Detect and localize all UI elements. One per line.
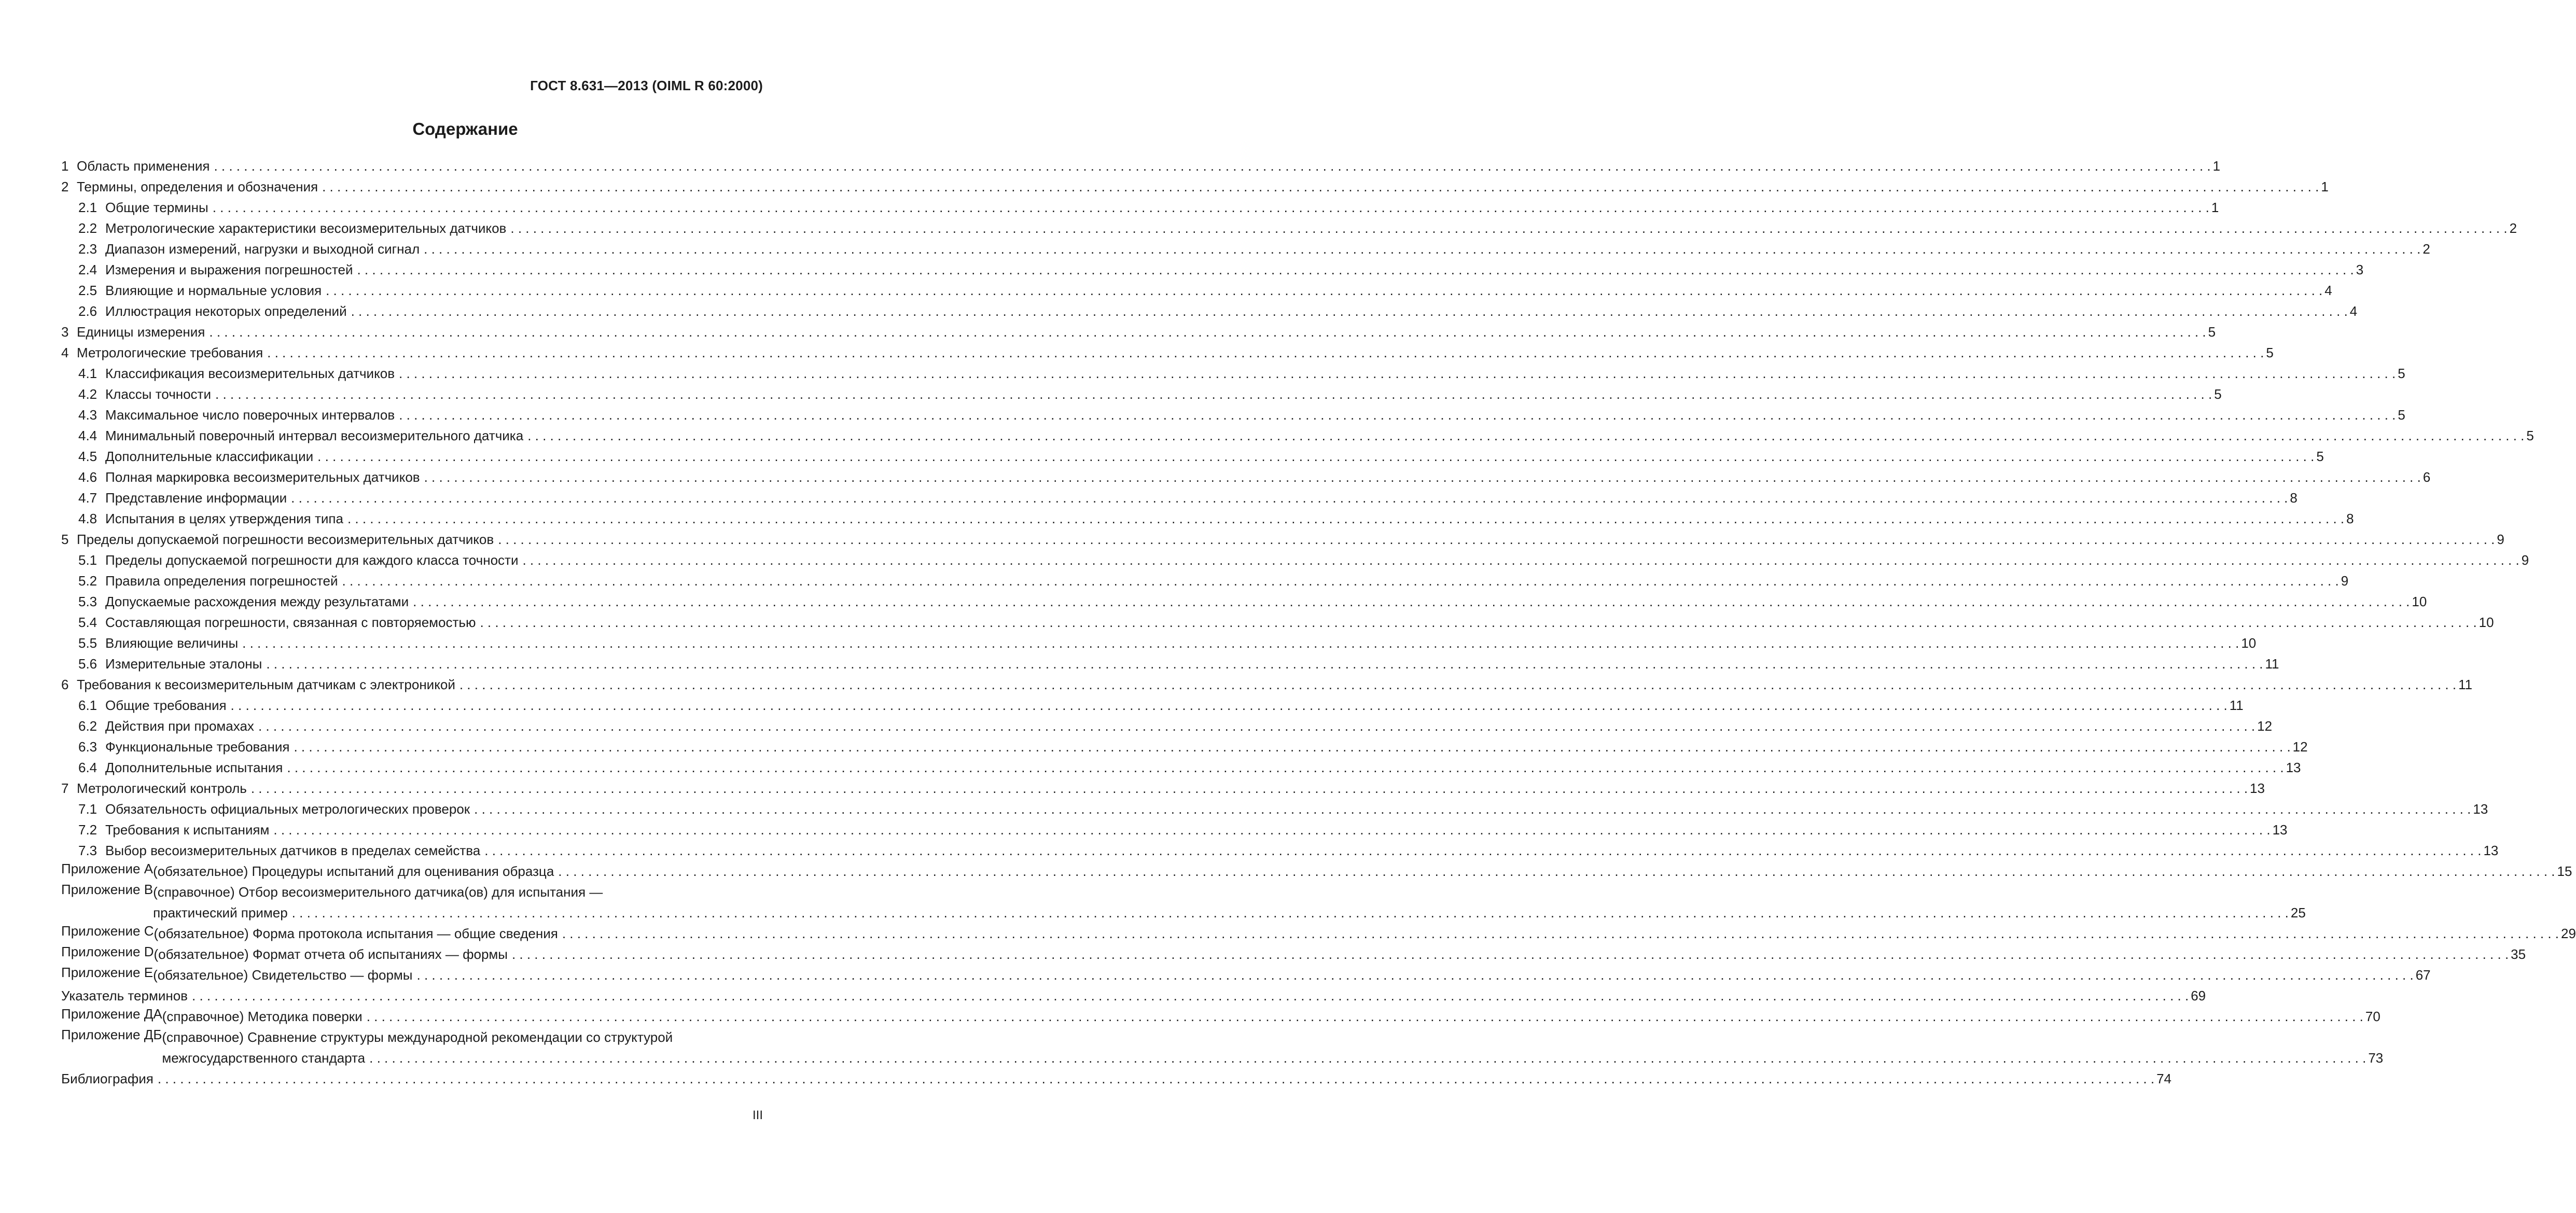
annex-line: [154, 923, 2576, 944]
toc-annex-entry[interactable]: [61, 965, 2431, 985]
toc-annex-entry[interactable]: [61, 882, 2306, 923]
toc-entry-page: 6: [2422, 469, 2431, 485]
toc-entry-page: 10: [2412, 594, 2427, 609]
toc-entry-title: Единицы измерения: [77, 324, 205, 340]
toc-entry-number: 5.2: [78, 573, 98, 589]
toc-entry-title: Минимальный поверочный интервал весоизмерительного датчика: [105, 428, 524, 443]
toc-entry-page: 1: [2321, 179, 2329, 194]
toc-entry[interactable]: [61, 363, 2405, 384]
toc-entry-number: 4.8: [78, 511, 98, 526]
toc-entry-page: 5: [2208, 324, 2216, 340]
toc-dot-leader: [424, 467, 2421, 487]
annex-title: (обязательное) Свидетельство — формы: [153, 967, 413, 983]
toc-entry-page: 69: [2191, 988, 2206, 1003]
toc-entry-number: 2: [61, 179, 69, 194]
annex-line: [153, 882, 2306, 902]
toc-entry[interactable]: [61, 508, 2354, 529]
toc-entry[interactable]: [61, 446, 2324, 467]
toc-entry-page: 11: [2458, 677, 2473, 692]
toc-entry[interactable]: [61, 384, 2222, 405]
toc-dot-leader: [342, 570, 2339, 591]
toc-entry-page: 8: [2290, 490, 2297, 506]
annex-line: [162, 1048, 2383, 1068]
toc-entry[interactable]: [61, 570, 2349, 591]
toc-entry-page: 13: [2483, 843, 2499, 858]
toc-entry-title: Влияющие и нормальные условия: [105, 283, 322, 298]
annex-line: [162, 1027, 2383, 1048]
toc-entry-page: 2: [2509, 220, 2517, 236]
toc-entry-title: Представление информации: [105, 490, 287, 506]
toc-entry-page: 9: [2341, 573, 2349, 589]
toc-dot-leader: [562, 923, 2559, 944]
toc-entry-page: 11: [2265, 656, 2279, 672]
toc-entry-title: Метрологический контроль: [77, 780, 247, 796]
toc-entry-page: 74: [2156, 1071, 2171, 1086]
toc-entry-page: 29: [2561, 926, 2576, 941]
toc-entry[interactable]: [61, 799, 2488, 819]
toc-dot-leader: [417, 965, 2414, 985]
toc-entry-page: 4: [2349, 303, 2358, 319]
toc-entry-page: 2: [2422, 241, 2430, 257]
toc-entry-title: Функциональные требования: [105, 739, 290, 755]
toc-entry-number: 2.2: [78, 220, 98, 236]
toc-entry-number: 5.4: [78, 615, 98, 630]
toc-entry-page: 13: [2250, 780, 2265, 796]
toc-entry-number: 2.6: [78, 303, 98, 319]
annex-title: (справочное) Методика поверки: [162, 1009, 363, 1024]
toc-entry-number: 5.6: [78, 656, 98, 672]
toc-annex-entry[interactable]: [61, 1027, 2384, 1068]
toc-entry[interactable]: [61, 529, 2504, 550]
toc-entry[interactable]: [61, 674, 2473, 695]
toc-dot-leader: [527, 425, 2524, 446]
toc-dot-leader: [266, 653, 2263, 674]
page-title: Содержание: [412, 119, 518, 138]
toc-dot-leader: [292, 902, 2289, 923]
toc-entry-number: 6: [61, 677, 69, 692]
toc-entry-page: 5: [2266, 345, 2274, 360]
toc-bibliography-entry-title: Библиография: [61, 1071, 154, 1086]
toc-entry-title: Метрологические характеристики весоизмерительных датчиков: [105, 220, 507, 236]
toc-entry-page: 3: [2356, 262, 2364, 277]
toc-annex-entry[interactable]: [61, 1006, 2380, 1027]
toc-entry[interactable]: [61, 716, 2273, 736]
toc-entry-page: 11: [2229, 698, 2244, 713]
annex-body: [153, 882, 2306, 923]
annex-body: [153, 965, 2431, 985]
table-of-contents: [61, 156, 2576, 1089]
toc-entry[interactable]: [61, 218, 2517, 239]
annex-label: Приложение ДА: [61, 1006, 162, 1022]
toc-dot-leader: [459, 674, 2456, 695]
toc-entry[interactable]: [61, 550, 2529, 570]
toc-dot-leader: [214, 156, 2210, 176]
toc-entry-number: 6.2: [78, 718, 98, 734]
toc-entry-title: Обязательность официальных метрологических проверок: [105, 801, 470, 817]
annex-line: [153, 902, 2306, 923]
toc-index-entry-title: Указатель терминов: [61, 988, 188, 1003]
toc-entry-number: 2.1: [78, 200, 98, 215]
toc-entry-page: 5: [2316, 449, 2324, 464]
toc-entry[interactable]: [61, 301, 2358, 322]
toc-entry[interactable]: [61, 591, 2427, 612]
toc-entry-page: 12: [2292, 739, 2308, 755]
toc-entry-number: 4.2: [78, 386, 98, 402]
toc-dot-leader: [209, 322, 2206, 342]
toc-bibliography-entry[interactable]: [61, 1068, 2171, 1089]
toc-entry-number: 4: [61, 345, 69, 360]
annex-line: [153, 965, 2431, 985]
toc-dot-leader: [474, 799, 2471, 819]
toc-entry-title: Дополнительные испытания: [105, 760, 283, 775]
toc-entry[interactable]: [61, 633, 2257, 653]
toc-entry[interactable]: [61, 757, 2301, 778]
toc-entry[interactable]: [61, 819, 2288, 840]
toc-entry-title: Испытания в целях утверждения типа: [105, 511, 343, 526]
toc-entry-title: Максимальное число поверочных интервалов: [105, 407, 395, 423]
toc-entry-number: 5.1: [78, 552, 98, 568]
toc-entry-number: 6.1: [78, 698, 98, 713]
toc-entry-number: 7.2: [78, 822, 98, 838]
toc-entry[interactable]: [61, 778, 2265, 799]
toc-entry-number: 2.3: [78, 241, 98, 257]
toc-entry[interactable]: [61, 487, 2297, 508]
toc-dot-leader: [484, 840, 2481, 861]
toc-entry-number: 5.5: [78, 635, 98, 651]
toc-entry-title: Влияющие величины: [105, 635, 239, 651]
annex-title: (справочное) Отбор весоизмерительного датчика(ов) для испытания —: [153, 884, 603, 900]
toc-entry-title: Допускаемые расхождения между результатами: [105, 594, 409, 609]
toc-entry-number: 4.3: [78, 407, 98, 423]
toc-entry-number: 6.3: [78, 739, 98, 755]
toc-dot-leader: [510, 218, 2507, 239]
annex-line: [153, 861, 2572, 882]
toc-entry-number: 4.1: [78, 366, 98, 381]
toc-annex-entry[interactable]: [61, 923, 2576, 944]
toc-entry-page: 5: [2398, 407, 2405, 423]
toc-dot-leader: [192, 985, 2189, 1006]
toc-entry[interactable]: [61, 405, 2405, 425]
toc-entry-page: 9: [2497, 532, 2504, 547]
toc-dot-leader: [291, 487, 2288, 508]
toc-dot-leader: [326, 280, 2322, 301]
toc-entry[interactable]: [61, 239, 2430, 259]
toc-entry-page: 13: [2473, 801, 2488, 817]
annex-body: [162, 1027, 2383, 1068]
annex-title: (обязательное) Формат отчета об испытаниях — формы: [154, 946, 508, 962]
toc-dot-leader: [294, 736, 2290, 757]
toc-dot-leader: [251, 778, 2248, 799]
toc-entry-number: 3: [61, 324, 69, 340]
toc-entry-title: Пределы допускаемой погрешности весоизмерительных датчиков: [77, 532, 494, 547]
toc-entry[interactable]: [61, 653, 2279, 674]
toc-entry-title: Область применения: [77, 158, 210, 174]
annex-title: (обязательное) Процедуры испытаний для оценивания образца: [153, 863, 554, 879]
toc-entry[interactable]: [61, 695, 2244, 716]
toc-entry-page: 13: [2272, 822, 2288, 838]
toc-entry-page: 8: [2346, 511, 2354, 526]
toc-dot-leader: [242, 633, 2239, 653]
toc-entry-number: 2.4: [78, 262, 98, 277]
annex-label: Приложение А: [61, 861, 154, 876]
toc-entry-title: Действия при промахах: [105, 718, 254, 734]
annex-title: (обязательное) Форма протокола испытания — общие сведения: [154, 926, 558, 941]
annex-label: Приложение С: [61, 923, 154, 939]
annex-line: [162, 1006, 2380, 1027]
toc-entry[interactable]: [61, 612, 2494, 633]
toc-entry-page: 73: [2368, 1050, 2384, 1066]
toc-entry-title: Дополнительные классификации: [105, 449, 314, 464]
toc-dot-leader: [413, 591, 2410, 612]
toc-entry-page: 70: [2365, 1009, 2380, 1024]
toc-entry-title: Измерения и выражения погрешностей: [105, 262, 353, 277]
toc-entry-page: 13: [2286, 760, 2301, 775]
toc-entry[interactable]: [61, 840, 2499, 861]
toc-dot-leader: [231, 695, 2227, 716]
toc-dot-leader: [158, 1068, 2154, 1089]
toc-entry[interactable]: [61, 280, 2332, 301]
toc-entry-page: 5: [2398, 366, 2405, 381]
toc-entry-number: 4.4: [78, 428, 98, 443]
annex-title: (справочное) Сравнение структуры международной рекомендации со структурой: [162, 1029, 673, 1045]
toc-entry[interactable]: [61, 259, 2364, 280]
toc-dot-leader: [480, 612, 2476, 633]
toc-dot-leader: [287, 757, 2283, 778]
toc-dot-leader: [399, 363, 2396, 384]
toc-entry[interactable]: [61, 342, 2274, 363]
toc-entry-title: Классы точности: [105, 386, 211, 402]
toc-entry-page: 4: [2324, 283, 2332, 298]
toc-entry-number: 6.4: [78, 760, 98, 775]
toc-dot-leader: [322, 176, 2319, 197]
toc-entry-page: 67: [2415, 967, 2431, 983]
toc-entry-page: 5: [2214, 386, 2222, 402]
toc-entry-number: 4.6: [78, 469, 98, 485]
toc-entry-page: 9: [2521, 552, 2529, 568]
toc-entry[interactable]: [61, 736, 2308, 757]
toc-dot-leader: [558, 861, 2555, 882]
toc-entry-title: Полная маркировка весоизмерительных датчиков: [105, 469, 420, 485]
toc-dot-leader: [522, 550, 2519, 570]
toc-entry-page: 12: [2257, 718, 2273, 734]
toc-dot-leader: [317, 446, 2314, 467]
toc-entry-number: 7.1: [78, 801, 98, 817]
toc-entry-title: Общие термины: [105, 200, 208, 215]
toc-entry-number: 7: [61, 780, 69, 796]
annex-body: [154, 923, 2576, 944]
toc-entry[interactable]: [61, 197, 2219, 218]
toc-entry-title: Составляющая погрешности, связанная с повторяемостью: [105, 615, 476, 630]
toc-entry-title: Диапазон измерений, нагрузки и выходной сигнал: [105, 241, 420, 257]
toc-entry-number: 1: [61, 158, 69, 174]
toc-dot-leader: [498, 529, 2495, 550]
toc-entry-title: Правила определения погрешностей: [105, 573, 338, 589]
annex-label: Приложение ДБ: [61, 1027, 162, 1042]
toc-entry-title: Измерительные эталоны: [105, 656, 262, 672]
toc-entry-page: 5: [2526, 428, 2534, 443]
toc-dot-leader: [267, 342, 2264, 363]
toc-entry-title: Метрологические требования: [77, 345, 263, 360]
toc-dot-leader: [273, 819, 2270, 840]
annex-body: [153, 861, 2572, 882]
annex-title: практический пример: [153, 905, 288, 921]
annex-label: Приложение В: [61, 882, 154, 897]
page-number: III: [752, 1108, 763, 1122]
annex-body: [154, 944, 2526, 965]
toc-entry-title: Пределы допускаемой погрешности для каждого класса точности: [105, 552, 519, 568]
toc-entry-number: 4.5: [78, 449, 98, 464]
toc-dot-leader: [512, 944, 2509, 965]
toc-entry-title: Классификация весоизмерительных датчиков: [105, 366, 395, 381]
toc-index-entry[interactable]: [61, 985, 2206, 1006]
toc-entry-page: 10: [2241, 635, 2257, 651]
toc-dot-leader: [351, 301, 2348, 322]
annex-body: [162, 1006, 2380, 1027]
toc-entry-number: 7.3: [78, 843, 98, 858]
annex-line: [154, 944, 2526, 965]
toc-dot-leader: [213, 197, 2209, 218]
toc-entry[interactable]: [61, 322, 2216, 342]
toc-entry-title: Требования к весоизмерительным датчикам с электроникой: [77, 677, 455, 692]
document-header: ГОСТ 8.631—2013 (OIML R 60:2000): [530, 78, 763, 93]
toc-entry-title: Термины, определения и обозначения: [77, 179, 318, 194]
toc-entry-page: 1: [2211, 200, 2219, 215]
toc-entry-title: Иллюстрация некоторых определений: [105, 303, 347, 319]
toc-entry-number: 4.7: [78, 490, 98, 506]
toc-entry[interactable]: [61, 156, 2221, 176]
toc-dot-leader: [258, 716, 2255, 736]
toc-dot-leader: [357, 259, 2354, 280]
toc-dot-leader: [424, 239, 2420, 259]
toc-entry-page: 35: [2511, 946, 2526, 962]
toc-entry-page: 1: [2212, 158, 2221, 174]
annex-label: Приложение Е: [61, 965, 154, 980]
toc-entry-page: 25: [2290, 905, 2306, 921]
toc-entry[interactable]: [61, 176, 2329, 197]
toc-entry-page: 15: [2557, 863, 2572, 879]
toc-entry[interactable]: [61, 467, 2431, 487]
toc-entry[interactable]: [61, 425, 2534, 446]
toc-dot-leader: [369, 1048, 2366, 1068]
toc-annex-entry[interactable]: [61, 944, 2526, 965]
toc-entry-title: Выбор весоизмерительных датчиков в пределах семейства: [105, 843, 481, 858]
toc-entry-title: Общие требования: [105, 698, 227, 713]
toc-entry-number: 5: [61, 532, 69, 547]
toc-entry-page: 10: [2478, 615, 2494, 630]
toc-dot-leader: [215, 384, 2212, 405]
annex-label: Приложение D: [61, 944, 154, 959]
toc-annex-entry[interactable]: [61, 861, 2572, 882]
toc-dot-leader: [347, 508, 2344, 529]
toc-entry-number: 2.5: [78, 283, 98, 298]
toc-entry-number: 5.3: [78, 594, 98, 609]
toc-dot-leader: [399, 405, 2396, 425]
annex-title: межгосударственного стандарта: [162, 1050, 366, 1066]
toc-dot-leader: [367, 1006, 2363, 1027]
toc-entry-title: Требования к испытаниям: [105, 822, 270, 838]
